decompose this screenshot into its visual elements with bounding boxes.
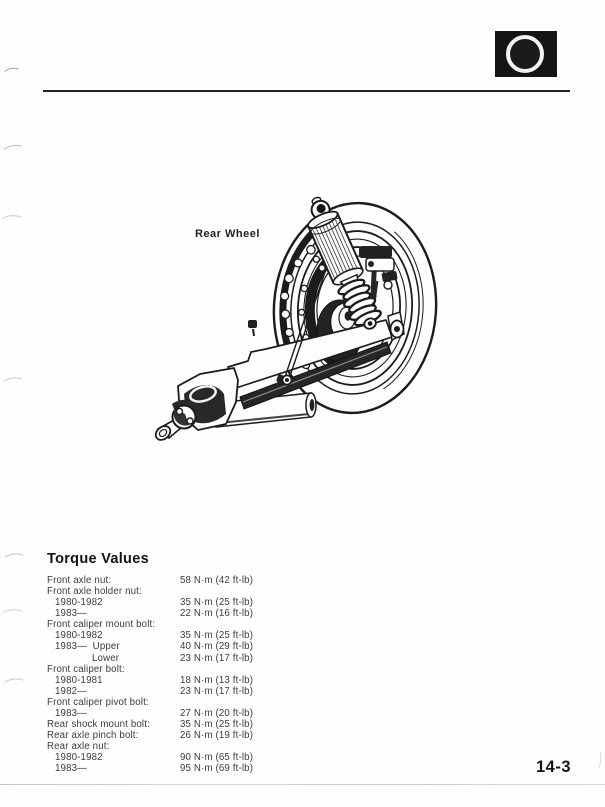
figure-caption: Rear Wheel <box>195 228 260 240</box>
table-row: Front caliper bolt: <box>47 663 125 675</box>
table-row: 1983— 95 N·m (69 ft-lb) <box>55 763 254 775</box>
page-number: 14-3 <box>536 758 572 776</box>
table-row: 1980-1982 90 N·m (65 ft-lb) <box>55 752 254 764</box>
table-row: Rear shock mount bolt: 35 N·m (25 ft-lb) <box>47 719 254 731</box>
table-row: Front axle holder nut: <box>47 586 142 598</box>
table-row: 1980-1982 35 N·m (25 ft-lb) <box>55 597 254 609</box>
table-row: 1983— 22 N·m (16 ft-lb) <box>55 608 254 620</box>
table-row: Rear axle nut: <box>47 741 110 753</box>
table-row: Front caliper pivot bolt: <box>47 696 149 708</box>
torque-values-title: Torque Values <box>47 551 149 567</box>
table-row: Rear axle pinch bolt: 26 N·m (19 ft-lb) <box>47 730 254 742</box>
table-row: Front axle nut: 58 N·m (42 ft-lb) <box>47 575 254 586</box>
table-row: 1982— 23 N·m (17 ft-lb) <box>55 685 254 697</box>
table-row: 1980-1982 35 N·m (25 ft-lb) <box>55 630 254 642</box>
table-row: 1983— 27 N·m (20 ft-lb) <box>55 707 254 719</box>
table-row: 1983— Upper 40 N·m (29 ft-lb) <box>55 641 254 653</box>
table-row: Lower 23 N·m (17 ft-lb) <box>92 652 254 664</box>
table-row: 1980-1981 18 N·m (13 ft-lb) <box>55 674 254 686</box>
table-row: Front caliper mount bolt: <box>47 619 156 631</box>
